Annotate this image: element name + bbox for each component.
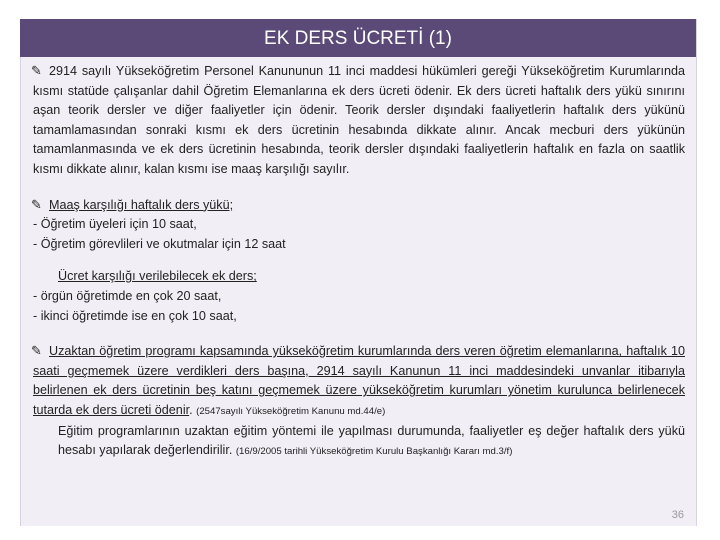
- ucret-heading-text: Ücret karşılığı verilebilecek ek ders;: [58, 269, 257, 284]
- writing-hand-icon: ✎: [31, 197, 42, 213]
- paragraph-ek-ders-tanim: [33, 62, 685, 180]
- writing-hand-icon: ✎: [31, 344, 42, 360]
- list-item: - örgün öğretimde en çok 20 saat,: [33, 288, 222, 303]
- maas-heading-line: [33, 196, 685, 216]
- slide-title: EK DERS ÜCRETİ (1): [20, 19, 696, 57]
- list-item: - Öğretim görevlileri ve okutmalar için 12 saat: [33, 236, 286, 251]
- slide-content: [33, 62, 685, 462]
- paragraph-1-text: 2914 sayılı Yükseköğretim Personel Kanununun 11 inci maddesi hükümleri gereği Yükseköğretim Kurumlarında kısmı statüde çalışanlar dahil Öğretim Elemanlarına ek ders ücreti ödenir. Ek ders ücreti haftalık ders yükü sınırını aşan teorik dersler ve diğer faaliyetler için ödenir. Teorik dersler dışındaki faaliyetlerin haftalık ders yükünü tamamlamasından sonraki kısmı ek ders ücretinin hesabında dikkate alınır. Ancak mecburi ders yükünün tamamlanmasında ve ek ders ücretinin hesabında, teorik dersler dışındaki faaliyetlerin haftalık en fazla on saatlik kısmı dikkate alınır, kalan kısmı ise maaş karşılığı sayılır.: [33, 64, 685, 176]
- paragraph-3-underlined: Uzaktan öğretim programı kapsamında yükseköğretim kurumlarında ders veren öğretim elemanlarına, haftalık 10 saati geçmemek üzere verdikleri ders başına, 2914 sayılı Kanunun 11 inci maddesindeki unvanlar itibarıyla belirlenen ek ders ücretinin beş katını geçmemek üzere yükseköğretim kurumları yönetim kurulunca belirlenecek tutarda ek ders ücreti ödenir: [33, 344, 685, 417]
- paragraph-uzaktan-ogretim: [33, 342, 685, 421]
- paragraph-4-text: Eğitim programlarının uzaktan eğitim yöntemi ile yapılması durumunda, faaliyetler eş değer haftalık ders yükü hesabı yapılarak değerlendirilir.: [58, 423, 685, 458]
- paragraph-3-end: .: [189, 402, 193, 417]
- paragraph-4-reference: (16/9/2005 tarihli Yükseköğretim Kurulu Başkanlığı Kararı md.3/f): [235, 446, 513, 458]
- list-item: - Öğretim üyeleri için 10 saat,: [33, 217, 197, 232]
- paragraph-uzaktan-egitim: [33, 422, 685, 462]
- list-item: - ikinci öğretimde ise en çok 10 saat,: [33, 308, 237, 323]
- writing-hand-icon: ✎: [31, 64, 42, 79]
- ucret-heading: [33, 267, 685, 287]
- maas-heading: Maaş karşılığı haftalık ders yükü;: [49, 197, 234, 212]
- page-number: 36: [671, 509, 684, 521]
- paragraph-3-reference: (2547sayılı Yükseköğretim Kanunu md.44/e): [196, 405, 386, 417]
